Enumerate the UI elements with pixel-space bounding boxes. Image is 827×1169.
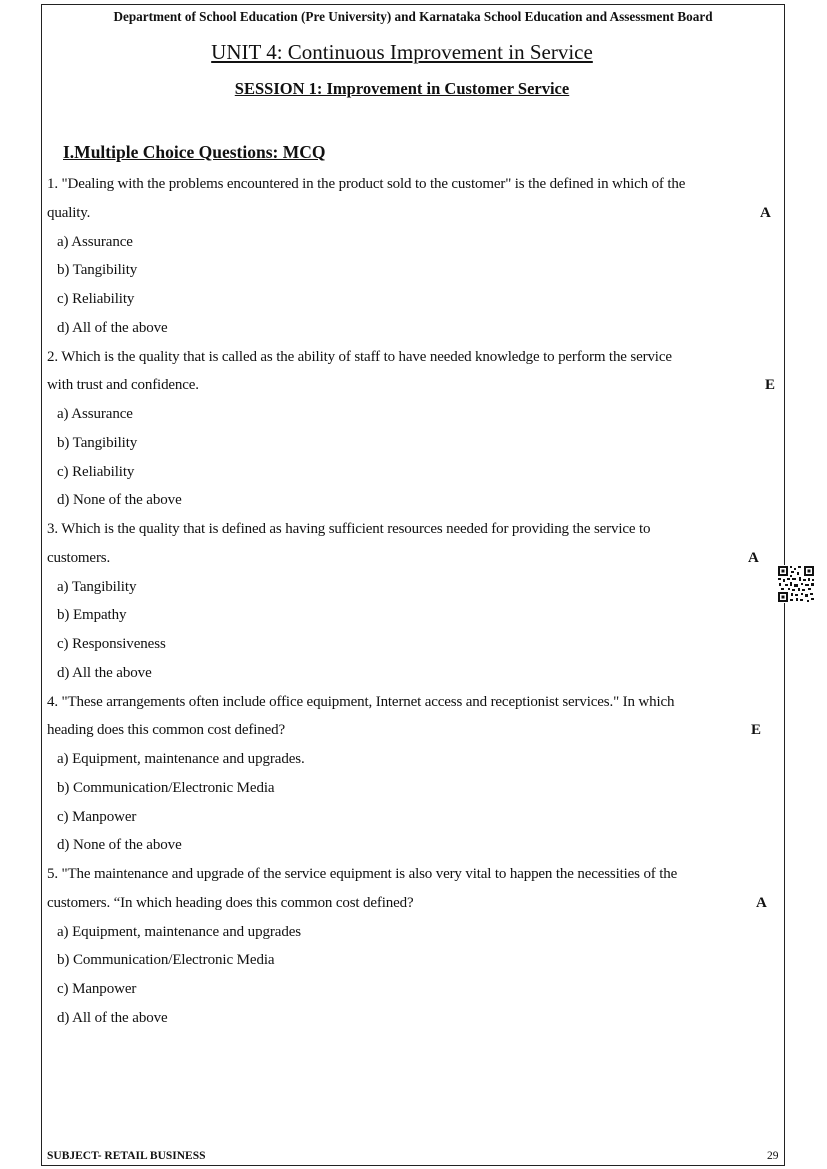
option-item: c) Manpower (57, 809, 137, 825)
question-text: 1. "Dealing with the problems encountered in the product sold to the customer" is the defined in which of the (47, 176, 686, 192)
option-item: a) Assurance (57, 234, 133, 250)
answer-key: A (760, 205, 771, 221)
question-text: 5. "The maintenance and upgrade of the service equipment is also very vital to happen the necessities of the (47, 866, 678, 882)
answer-key: E (765, 377, 776, 393)
option-item: c) Reliability (57, 464, 135, 480)
question-text: 3. Which is the quality that is defined as having sufficient resources needed for providing the service to (47, 521, 651, 537)
option-item: d) All of the above (57, 1010, 168, 1026)
option-item: b) Communication/Electronic Media (57, 780, 275, 796)
question-text-continued: heading does this common cost defined? (47, 722, 285, 738)
qr-code-icon (777, 565, 815, 603)
question-text: 4. "These arrangements often include office equipment, Internet access and receptionist services." In which (47, 694, 675, 710)
option-item: d) All of the above (57, 320, 168, 336)
option-item: a) Assurance (57, 406, 133, 422)
option-item: d) None of the above (57, 837, 182, 853)
option-item: b) Empathy (57, 607, 127, 623)
answer-key: A (756, 895, 767, 911)
option-item: c) Responsiveness (57, 636, 166, 652)
question-text-continued: quality. (47, 205, 91, 221)
footer-subject: SUBJECT- RETAIL BUSINESS (47, 1150, 206, 1162)
option-item: d) None of the above (57, 492, 182, 508)
question-text: 2. Which is the quality that is called as the ability of staff to have needed knowledge to perform the service (47, 349, 672, 365)
option-item: a) Tangibility (57, 579, 137, 595)
question-text-continued: customers. (47, 550, 111, 566)
option-item: b) Tangibility (57, 435, 138, 451)
page-number: 29 (767, 1150, 779, 1162)
page-header: Department of School Education (Pre University) and Karnataka School Education and Assessment Board (113, 9, 713, 24)
option-item: b) Tangibility (57, 262, 138, 278)
option-item: c) Manpower (57, 981, 137, 997)
question-text-continued: with trust and confidence. (47, 377, 199, 393)
option-item: c) Reliability (57, 291, 135, 307)
answer-key: E (751, 722, 762, 738)
option-item: d) All the above (57, 665, 152, 681)
option-item: b) Communication/Electronic Media (57, 952, 275, 968)
question-text-continued: customers. “In which heading does this common cost defined? (47, 895, 414, 911)
section-title: I.Multiple Choice Questions: MCQ (63, 142, 326, 162)
session-title: SESSION 1: Improvement in Customer Service (234, 79, 570, 98)
option-item: a) Equipment, maintenance and upgrades (57, 924, 302, 940)
unit-title: UNIT 4: Continuous Improvement in Service (211, 40, 593, 64)
answer-key: A (748, 550, 759, 566)
option-item: a) Equipment, maintenance and upgrades. (57, 751, 305, 767)
